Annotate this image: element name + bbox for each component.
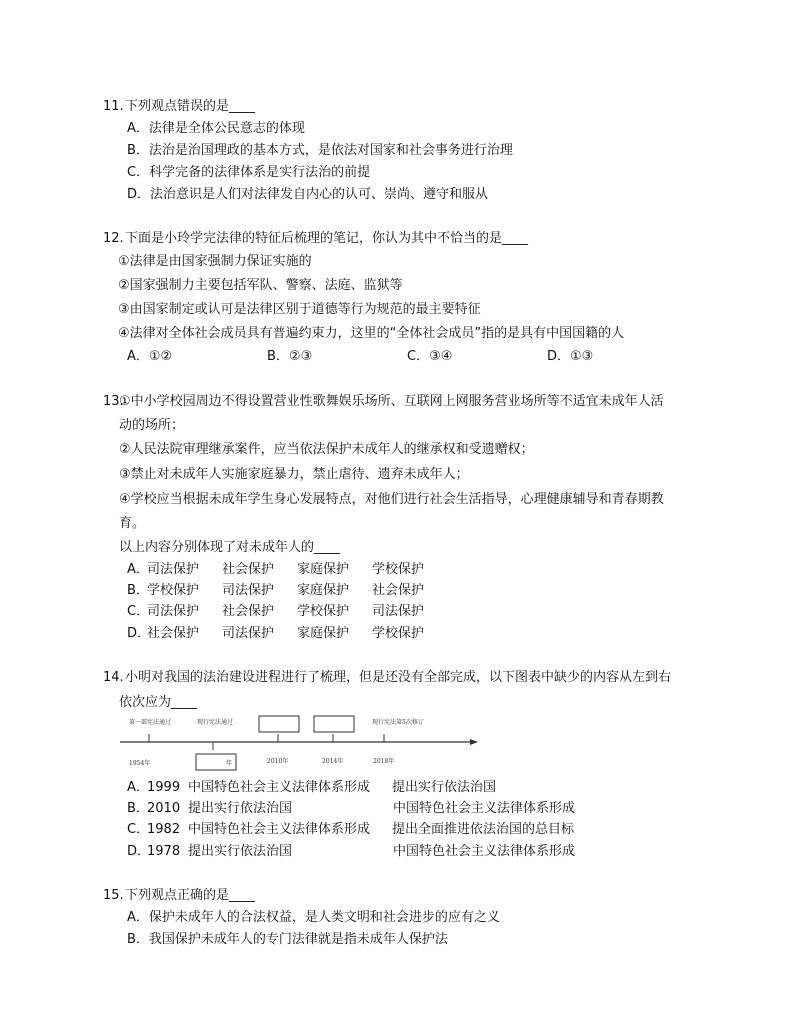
- option-cell: 社会保护: [222, 562, 275, 577]
- question-number: 14.: [103, 670, 124, 685]
- statement-item: ②人民法院审理继承案件，应当依法保护未成年人的继承权和受遗赠权；: [119, 442, 534, 457]
- year-2014: 2014年: [322, 758, 344, 765]
- option-a: A．保护未成年人的合法权益，是人类文明和社会进步的应有之义: [127, 910, 500, 925]
- option-letter: A．: [127, 562, 149, 577]
- option-first: 提出实行依法治国: [188, 801, 293, 816]
- option-b: B．②③: [267, 349, 313, 364]
- question-stem: 依次应为____: [119, 695, 198, 710]
- option-cell: 社会保护: [372, 583, 425, 598]
- blank-box-2010: [259, 716, 299, 732]
- option-cell: 司法保护: [222, 583, 275, 598]
- option-a: A．法律是全体公民意志的体现: [127, 121, 305, 136]
- year-2010: 2010年: [267, 758, 289, 765]
- option-letter: D．: [127, 844, 151, 859]
- option-year: 1978: [147, 844, 181, 859]
- timeline-arrow: [470, 739, 478, 745]
- option-second: 中国特色社会主义法律体系形成: [393, 844, 576, 859]
- option-cell: 学校保护: [372, 562, 425, 577]
- option-first: 提出实行依法治国: [188, 844, 293, 859]
- option-first: 中国特色社会主义法律体系形成: [188, 780, 371, 795]
- statement-item: ③由国家制定或认可是法律区别于道德等行为规范的最主要特征: [118, 302, 481, 317]
- label-first-constitution: 第一部宪法通过: [129, 719, 172, 726]
- option-year: 1982: [147, 822, 181, 837]
- option-letter: C．: [127, 822, 150, 837]
- option-year: 2010: [147, 801, 181, 816]
- question-number: 15.: [103, 888, 124, 903]
- option-d: D．①③: [547, 349, 594, 364]
- statement-item: ③禁止对未成年人实施家庭暴力，禁止虐待、遗弃未成年人；: [119, 467, 469, 482]
- option-d: D．法治意识是人们对法律发自内心的认可、崇尚、遵守和服从: [127, 187, 489, 202]
- question-number: 13.: [103, 394, 124, 409]
- option-letter: B．: [127, 801, 149, 816]
- option-second: 中国特色社会主义法律体系形成: [393, 801, 576, 816]
- law-timeline-diagram: [118, 712, 480, 774]
- question-stem: 下面是小玲学完法律的特征后梳理的笔记，你认为其中不恰当的是____: [125, 231, 529, 246]
- option-cell: 司法保护: [222, 626, 275, 641]
- option-cell: 学校保护: [372, 626, 425, 641]
- question-stem: 以上内容分别体现了对未成年人的____: [119, 540, 341, 555]
- statement-item: ④法律对全体社会成员具有普遍约束力，这里的“全体社会成员”指的是具有中国国籍的人: [118, 326, 625, 341]
- question-stem: 下列观点错误的是____: [125, 99, 256, 114]
- statement-item: ④学校应当根据未成年学生身心发展特点，对他们进行社会生活指导，心理健康辅导和青春期教: [119, 492, 664, 507]
- option-cell: 家庭保护: [297, 583, 350, 598]
- option-c: C．科学完备的法律体系是实行法治的前提: [127, 165, 371, 180]
- question-stem: 小明对我国的法治建设进程进行了梳理，但是还没有全部完成，以下图表中缺少的内容从左到右: [125, 670, 672, 685]
- option-letter: B．: [127, 583, 149, 598]
- option-letter: D．: [127, 626, 151, 641]
- option-cell: 社会保护: [222, 604, 275, 619]
- question-number: 12.: [103, 231, 124, 246]
- option-cell: 司法保护: [147, 562, 200, 577]
- year-box-label: 年: [226, 760, 233, 767]
- label-current-constitution: 现行宪法通过: [197, 719, 234, 726]
- option-cell: 家庭保护: [297, 562, 350, 577]
- statement-item: ①法律是由国家强制力保证实施的: [118, 254, 312, 269]
- label-fifth-amendment: 现行宪法第5次修订: [372, 719, 424, 726]
- option-letter: C．: [127, 604, 150, 619]
- question-number: 11.: [103, 99, 124, 114]
- option-first: 中国特色社会主义法律体系形成: [188, 822, 371, 837]
- year-1954: 1954年: [129, 760, 151, 767]
- blank-box-2014: [314, 716, 354, 732]
- option-c: C．③④: [407, 349, 453, 364]
- option-letter: A．: [127, 780, 149, 795]
- option-cell: 学校保护: [297, 604, 350, 619]
- option-second: 提出全面推进依法治国的总目标: [392, 822, 575, 837]
- statement-item: 育。: [119, 516, 146, 531]
- option-cell: 司法保护: [372, 604, 425, 619]
- option-a: A．①②: [127, 349, 173, 364]
- statement-item: ②国家强制力主要包括军队、警察、法庭、监狱等: [118, 278, 403, 293]
- option-second: 提出实行依法治国: [392, 780, 497, 795]
- option-b: B．我国保护未成年人的专门法律就是指未成年人保护法: [127, 932, 448, 947]
- option-cell: 家庭保护: [297, 626, 350, 641]
- option-b: B．法治是治国理政的基本方式，是依法对国家和社会事务进行治理: [127, 143, 513, 158]
- option-cell: 社会保护: [147, 626, 200, 641]
- option-cell: 司法保护: [147, 604, 200, 619]
- question-stem: 下列观点正确的是____: [125, 888, 256, 903]
- statement-item: 动的场所；: [119, 418, 185, 433]
- statement-item: ①中小学校园周边不得设置营业性歌舞娱乐场所、互联网上网服务营业场所等不适宜未成年人活: [119, 394, 664, 409]
- year-2018: 2018年: [373, 758, 395, 765]
- option-year: 1999: [147, 780, 181, 795]
- option-cell: 学校保护: [147, 583, 200, 598]
